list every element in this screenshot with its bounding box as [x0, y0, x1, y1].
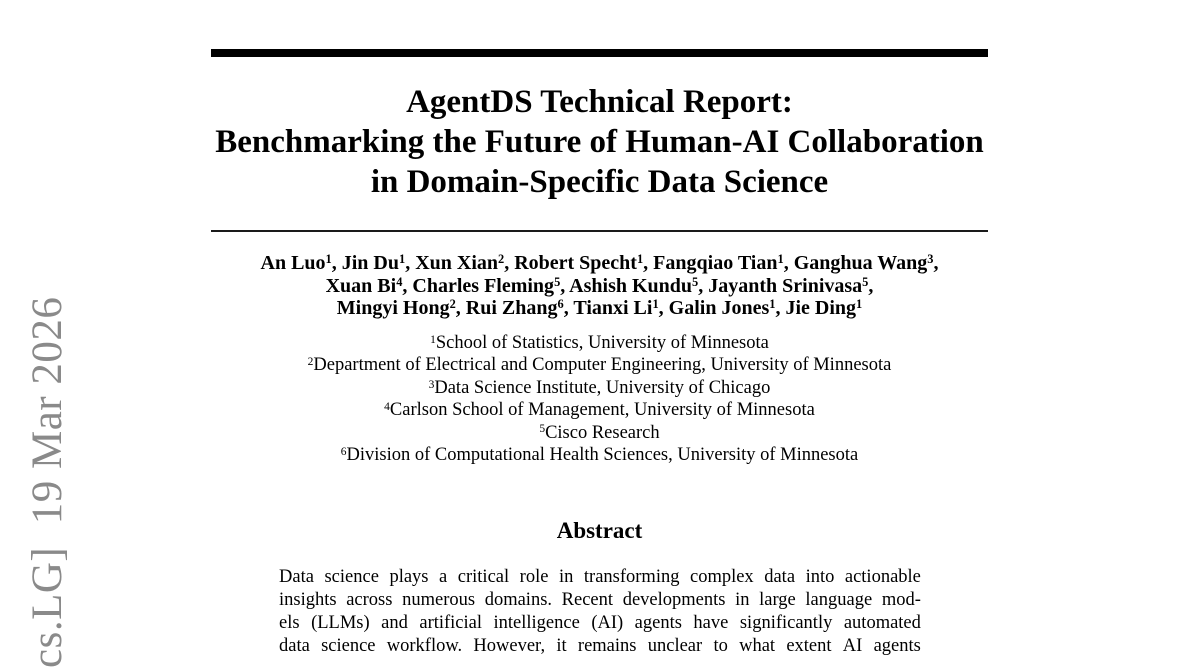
affiliation-line-2: $^2$Department of Electrical and Computer Engineering, University of Minnesota	[307, 355, 892, 376]
paper-title	[211, 82, 988, 202]
arxiv-stamp: cs.LG] 19 Mar 2026	[24, 296, 71, 668]
author-line-2: Xuan Bi$^4$, Charles Fleming$^5$, Ashish Kundu$^5$, Jayanth Srinivasa$^5$,	[325, 274, 874, 297]
author-line-3: Mingyi Hong$^2$, Rui Zhang$^6$, Tianxi Li$^1$, Galin Jones$^1$, Jie Ding$^1$	[336, 297, 863, 319]
separator-rule	[211, 230, 988, 232]
abstract-line-2: insights across numerous domains. Recent developments in large language mod-	[279, 590, 921, 610]
affiliation-line-4: $^4$Carlson School of Management, University of Minnesota	[384, 400, 815, 421]
top-rule	[211, 49, 988, 57]
title-line-1: AgentDS Technical Report:	[406, 84, 793, 120]
affiliation-line-3: $^3$Data Science Institute, University of Chicago	[428, 377, 771, 398]
abstract-line-1: Data science plays a critical role in transforming complex data into actionable	[279, 567, 921, 587]
author-line-1: An Luo$^1$, Jin Du$^1$, Xun Xian$^2$, Robert Specht$^1$, Fangqiao Tian$^1$, Ganghua Wang$^3$,	[260, 252, 939, 274]
affiliation-line-1: $^1$School of Statistics, University of Minnesota	[430, 333, 769, 353]
title-line-2: Benchmarking the Future of Human-AI Collaboration	[215, 124, 984, 160]
abstract-paragraph	[279, 566, 921, 658]
affiliation-line-6: $^6$Division of Computational Health Sciences, University of Minnesota	[340, 445, 859, 466]
affiliations	[211, 332, 988, 466]
abstract-line-4: data science workflow. However, it remains unclear to what extent AI agents	[279, 636, 921, 656]
abstract-heading: Abstract	[556, 518, 643, 543]
authors	[211, 252, 988, 320]
title-line-3: in Domain-Specific Data Science	[370, 164, 829, 200]
abstract-line-3: els (LLMs) and artificial intelligence (AI) agents have significantly automated	[279, 613, 921, 633]
paper-page	[211, 0, 988, 656]
affiliation-line-5: $^5$Cisco Research	[539, 422, 660, 443]
